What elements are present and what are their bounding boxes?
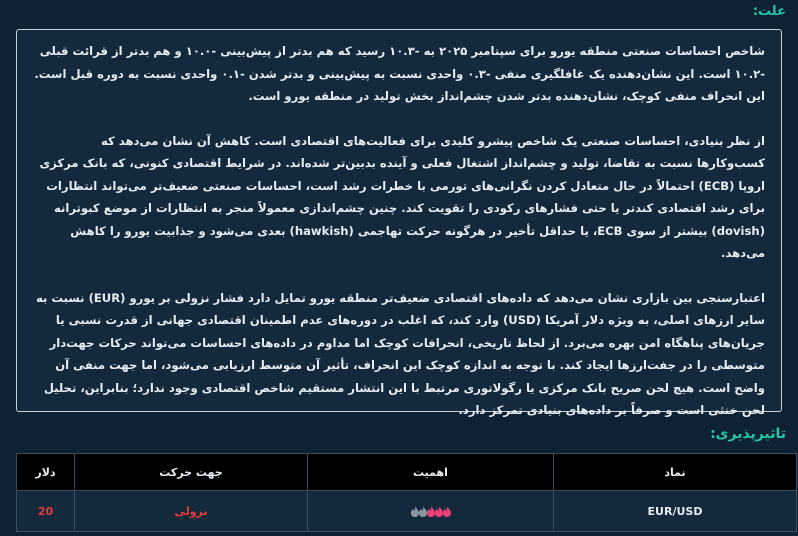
- flame-icon-active: [427, 506, 435, 517]
- analysis-title: علت:: [752, 4, 786, 19]
- flame-icon-active: [443, 506, 451, 517]
- column-header-symbol: نماد: [554, 454, 797, 491]
- importance-rating: [411, 505, 451, 518]
- analysis-paragraph: از نظر بنیادی، احساسات صنعتی یک شاخص پیشرو کلیدی برای فعالیت‌های اقتصادی است. کاهش آن نشان می‌دهد که کسب‌وکارها نسبت به تقاضا، تولید و چشم‌انداز اشتغال فعلی و آینده بدبین‌تر شده‌اند. در شرایط اقتصادی کنونی، که بانک مرکزی اروپا (ECB) احتمالاً در حال متعادل کردن نگرانی‌های تورمی با خطرات رشد است، احساسات صنعتی ضعیف‌تر می‌تواند انتظارات برای رشد اقتصادی کندتر یا حتی فشارهای رکودی را تقویت کند. چنین چشم‌اندازی معمولاً منجر به انتظارات از موضع کبوترانه (dovish) بیشتر از سوی ECB، یا حداقل تأخیر در هرگونه حرکت تهاجمی (hawkish) بعدی می‌شود و جذابیت یورو را کاهش می‌دهد.: [39, 133, 765, 260]
- table-header-row: [17, 454, 797, 491]
- symbol-cell: EUR/USD: [554, 491, 797, 532]
- importance-cell: [308, 491, 554, 532]
- usd-cell: 20: [17, 491, 75, 532]
- analysis-paragraph: اعتبارسنجی بین بازاری نشان می‌دهد که داده‌های اقتصادی ضعیف‌تر منطقه یورو تمایل دارد فشار نزولی بر یورو (EUR) نسبت به سایر ارزهای اصلی، به ویژه دلار آمریکا (USD) وارد کند، که اغلب در دوره‌های عدم اطمینان اقتصادی جهانی از قدرت نسبی یا جریان‌های پناهگاه امن بهره می‌برد. از لحاظ تاریخی، انحرافات کوچک اما مداوم در داده‌های احساسات می‌تواند حرکات جهت‌دار متوسطی را در جفت‌ارزها ایجاد کند. با توجه به اندازه کوچک این انحراف، تأثیر آن متوسط ارزیابی می‌شود، اما جهت منفی آن واضح است. هیچ لحن صریح بانک مرکزی یا رگولاتوری مرتبط با این انتشار مستقیم شاخص اقتصادی وجود ندارد؛ بنابراین، تحلیل لحن خنثی است و صرفاً بر داده‌های بنیادی تمرکز دارد.: [35, 290, 765, 417]
- table-row: [17, 491, 797, 532]
- direction-cell: نزولی: [75, 491, 308, 532]
- impact-table: [16, 453, 797, 532]
- column-header-importance: اهمیت: [308, 454, 554, 491]
- flame-icon-inactive: [419, 506, 427, 517]
- column-header-usd: دلار: [17, 454, 75, 491]
- impact-title: تاثیرپذیری:: [710, 426, 786, 442]
- analysis-paragraph: شاخص احساسات صنعتی منطقه یورو برای سپتامبر ۲۰۲۵ به -۱۰.۳ رسید که هم بدتر از پیش‌بینی -۱۰.۰ و هم بدتر از قرائت قبلی -۱۰.۲ است. این نشان‌دهنده یک غافلگیری منفی -۰.۳ واحدی نسبت به پیش‌بینی و بدتر شدن -۰.۱ واحدی نسبت به دوره قبل است. این انحراف منفی کوچک، نشان‌دهنده بدتر شدن چشم‌انداز بخش تولید در منطقه یورو است.: [34, 44, 765, 103]
- flame-icon-inactive: [411, 506, 419, 517]
- column-header-direction: جهت حرکت: [75, 454, 308, 491]
- flame-icon-active: [435, 506, 443, 517]
- analysis-card: [16, 29, 782, 417]
